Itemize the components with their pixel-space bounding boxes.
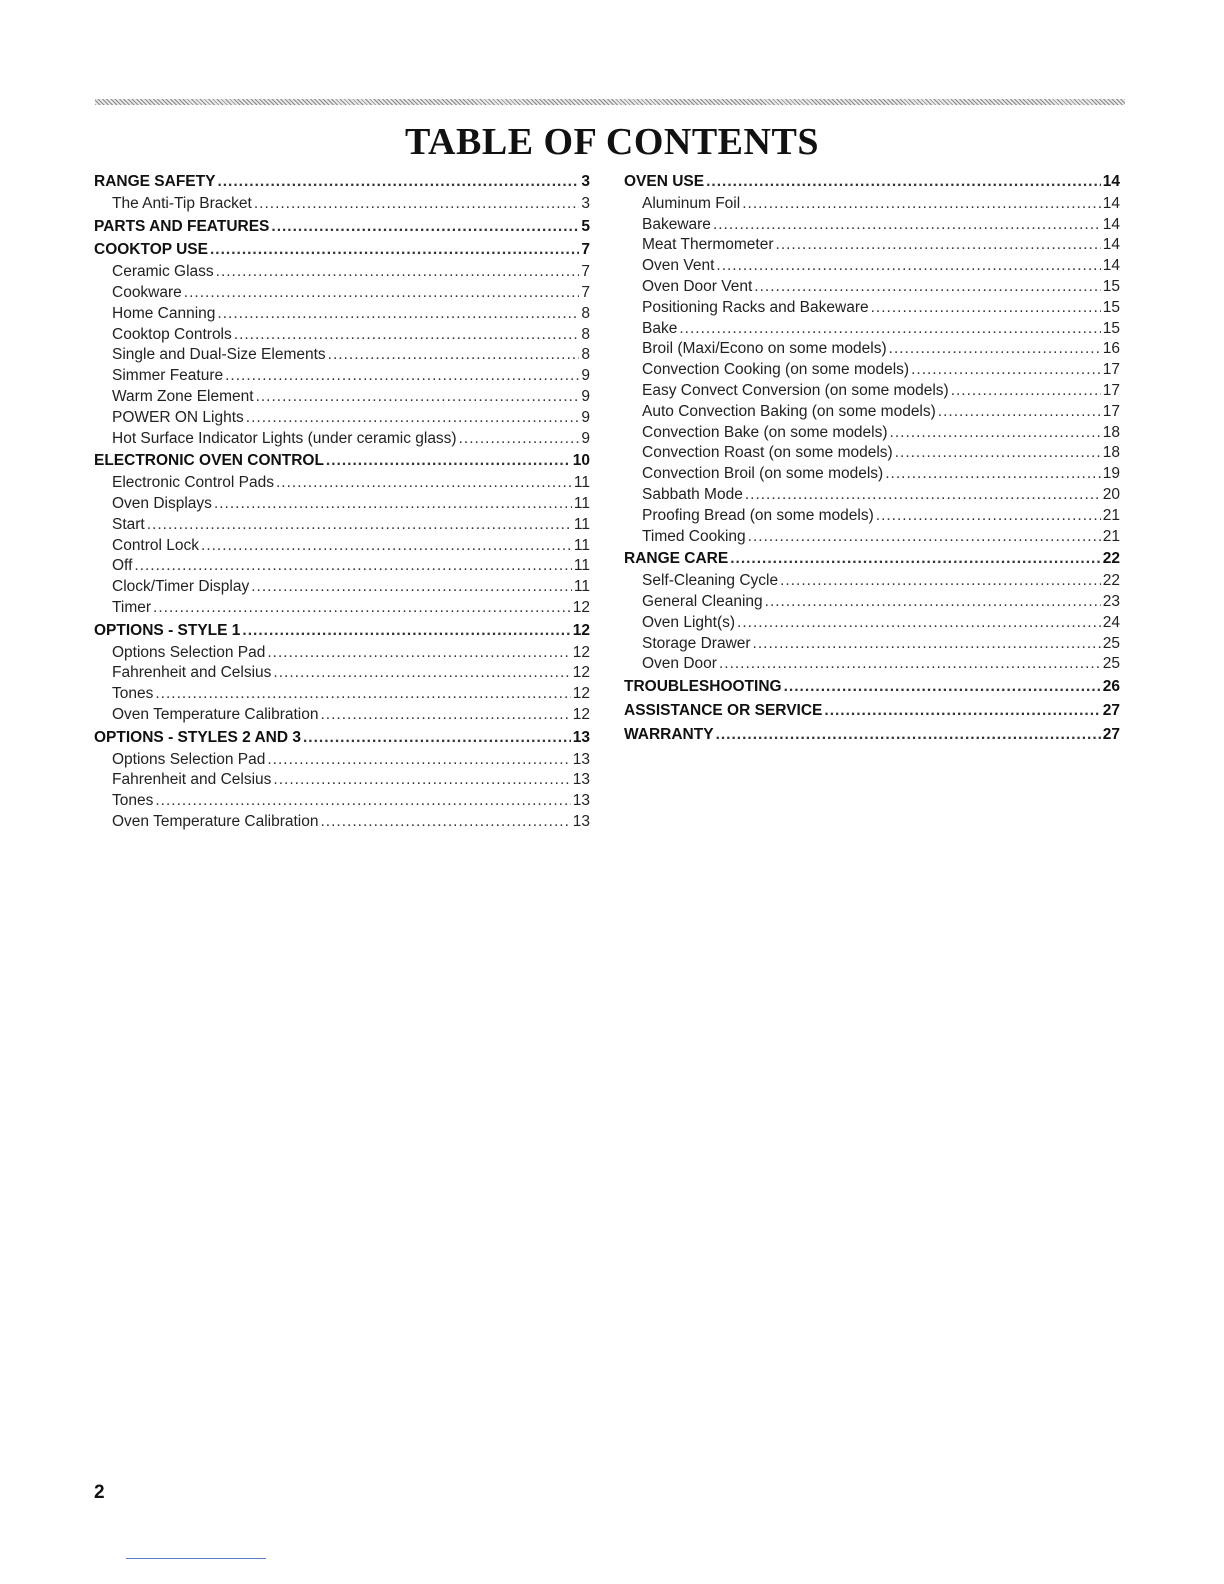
toc-entry-page: 20 — [1102, 485, 1120, 503]
toc-entry-label: Simmer Feature — [112, 367, 224, 385]
toc-entry-page: 17 — [1102, 361, 1120, 379]
toc-subsection-entry[interactable] — [94, 705, 590, 726]
dot-leader — [256, 387, 580, 408]
toc-entry-label: Options Selection Pad — [112, 750, 266, 768]
toc-entry-label: POWER ON Lights — [112, 408, 244, 426]
toc-entry-label: Cookware — [112, 283, 182, 301]
dot-leader — [885, 464, 1101, 485]
decorative-header-rule — [95, 99, 1125, 105]
toc-entry-label: Timed Cooking — [642, 527, 746, 545]
toc-entry-label: TROUBLESHOOTING — [624, 678, 782, 696]
dot-leader — [765, 592, 1101, 613]
dot-leader — [706, 170, 1101, 194]
footer-link-underline — [126, 1558, 266, 1559]
dot-leader — [776, 235, 1101, 256]
toc-entry-label: OPTIONS - STYLES 2 AND 3 — [94, 728, 301, 746]
toc-subsection-entry[interactable] — [624, 402, 1120, 423]
toc-section-entry[interactable] — [624, 699, 1120, 723]
toc-entry-label: WARRANTY — [624, 725, 714, 743]
dot-leader — [216, 262, 580, 283]
dot-leader — [719, 654, 1101, 675]
dot-leader — [273, 770, 570, 791]
dot-leader — [217, 304, 579, 325]
dot-leader — [251, 577, 572, 598]
toc-entry-page: 13 — [572, 812, 590, 830]
toc-subsection-entry[interactable] — [624, 256, 1120, 277]
toc-subsection-entry[interactable] — [94, 473, 590, 494]
toc-entry-label: ELECTRONIC OVEN CONTROL — [94, 452, 324, 470]
dot-leader — [303, 726, 571, 750]
toc-entry-label: Positioning Racks and Bakeware — [642, 298, 869, 316]
toc-subsection-entry[interactable] — [94, 304, 590, 325]
dot-leader — [911, 360, 1101, 381]
toc-entry-page: 23 — [1102, 592, 1120, 610]
toc-entry-page: 18 — [1102, 444, 1120, 462]
toc-subsection-entry[interactable] — [624, 634, 1120, 655]
toc-entry-page: 12 — [572, 705, 590, 723]
toc-entry-page: 27 — [1102, 701, 1120, 719]
toc-entry-page: 8 — [581, 346, 590, 364]
dot-leader — [713, 215, 1101, 236]
toc-subsection-entry[interactable] — [94, 515, 590, 536]
toc-subsection-entry[interactable] — [624, 506, 1120, 527]
toc-entry-page: 22 — [1102, 550, 1120, 568]
toc-entry-page: 13 — [572, 728, 590, 746]
toc-entry-label: The Anti-Tip Bracket — [112, 194, 252, 212]
toc-subsection-entry[interactable] — [94, 750, 590, 771]
toc-subsection-entry[interactable] — [624, 215, 1120, 236]
toc-entry-page: 7 — [581, 283, 590, 301]
dot-leader — [742, 194, 1101, 215]
toc-left-column — [94, 170, 590, 833]
toc-entry-label: RANGE SAFETY — [94, 173, 216, 190]
toc-entry-page: 11 — [573, 557, 590, 575]
toc-entry-label: Aluminum Foil — [642, 194, 741, 212]
toc-entry-label: Oven Temperature Calibration — [112, 812, 319, 830]
dot-leader — [871, 298, 1101, 319]
toc-entry-label: ASSISTANCE OR SERVICE — [624, 701, 823, 719]
toc-entry-page: 21 — [1102, 506, 1120, 524]
toc-entry-label: Off — [112, 557, 133, 575]
toc-subsection-entry[interactable] — [624, 194, 1120, 215]
dot-leader — [328, 345, 580, 366]
toc-entry-label: General Cleaning — [642, 592, 763, 610]
toc-entry-label: Broil (Maxi/Econo on some models) — [642, 340, 887, 358]
toc-entry-label: Home Canning — [112, 304, 216, 322]
toc-entry-page: 12 — [572, 598, 590, 616]
toc-subsection-entry[interactable] — [94, 345, 590, 366]
toc-entry-label: PARTS AND FEATURES — [94, 217, 270, 235]
toc-entry-label: Clock/Timer Display — [112, 578, 250, 596]
dot-leader — [748, 527, 1101, 548]
toc-subsection-entry[interactable] — [94, 577, 590, 598]
toc-subsection-entry[interactable] — [94, 387, 590, 408]
toc-entry-page: 14 — [1102, 257, 1120, 275]
dot-leader — [679, 319, 1100, 340]
toc-subsection-entry[interactable] — [94, 663, 590, 684]
toc-entry-page: 11 — [573, 494, 590, 512]
toc-subsection-entry[interactable] — [94, 429, 590, 450]
toc-subsection-entry[interactable] — [94, 791, 590, 812]
toc-entry-page: 11 — [573, 536, 590, 554]
toc-section-entry[interactable] — [94, 215, 590, 239]
toc-subsection-entry[interactable] — [94, 283, 590, 304]
dot-leader — [271, 215, 579, 239]
toc-entry-label: Self-Cleaning Cycle — [642, 572, 779, 590]
toc-entry-label: COOKTOP USE — [94, 241, 208, 259]
dot-leader — [890, 423, 1101, 444]
toc-entry-label: Easy Convect Conversion (on some models) — [642, 381, 949, 399]
dot-leader — [730, 547, 1101, 571]
toc-entry-label: Electronic Control Pads — [112, 474, 274, 492]
toc-entry-label: Oven Vent — [642, 257, 715, 275]
toc-entry-label: Options Selection Pad — [112, 643, 266, 661]
toc-subsection-entry[interactable] — [94, 556, 590, 577]
toc-subsection-entry[interactable] — [624, 464, 1120, 485]
toc-entry-page: 14 — [1102, 236, 1120, 254]
dot-leader — [876, 506, 1101, 527]
toc-entry-page: 13 — [572, 750, 590, 768]
toc-entry-label: Meat Thermometer — [642, 236, 774, 254]
toc-section-entry[interactable] — [624, 675, 1120, 699]
dot-leader — [267, 643, 570, 664]
dot-leader — [938, 402, 1101, 423]
dot-leader — [155, 684, 570, 705]
toc-subsection-entry[interactable] — [624, 613, 1120, 634]
toc-entry-label: Hot Surface Indicator Lights (under ceramic glass) — [112, 429, 457, 447]
dot-leader — [267, 750, 570, 771]
toc-subsection-entry[interactable] — [94, 684, 590, 705]
toc-entry-page: 8 — [581, 304, 590, 322]
toc-entry-page: 17 — [1102, 402, 1120, 420]
toc-entry-label: RANGE CARE — [624, 550, 729, 568]
toc-entry-label: Auto Convection Baking (on some models) — [642, 402, 936, 420]
dot-leader — [155, 791, 570, 812]
dot-leader — [737, 613, 1101, 634]
toc-subsection-entry[interactable] — [624, 277, 1120, 298]
toc-entry-label: Bake — [642, 319, 678, 337]
toc-entry-label: Fahrenheit and Celsius — [112, 771, 272, 789]
toc-entry-label: Fahrenheit and Celsius — [112, 664, 272, 682]
toc-entry-label: Ceramic Glass — [112, 263, 214, 281]
page-title: TABLE OF CONTENTS — [405, 121, 819, 163]
toc-entry-label: Warm Zone Element — [112, 387, 254, 405]
toc-entry-label: Convection Roast (on some models) — [642, 444, 893, 462]
toc-subsection-entry[interactable] — [94, 494, 590, 515]
dot-leader — [321, 812, 571, 833]
toc-subsection-entry[interactable] — [94, 536, 590, 557]
dot-leader — [242, 619, 570, 643]
dot-leader — [225, 366, 579, 387]
dot-leader — [201, 536, 572, 557]
toc-entry-page: 11 — [573, 578, 590, 596]
toc-subsection-entry[interactable] — [624, 319, 1120, 340]
dot-leader — [716, 256, 1100, 277]
toc-subsection-entry[interactable] — [624, 571, 1120, 592]
dot-leader — [134, 556, 572, 577]
dot-leader — [321, 705, 571, 726]
toc-subsection-entry[interactable] — [624, 381, 1120, 402]
toc-entry-page: 17 — [1102, 381, 1120, 399]
dot-leader — [753, 634, 1101, 655]
toc-entry-page: 12 — [572, 643, 590, 661]
toc-subsection-entry[interactable] — [94, 643, 590, 664]
toc-entry-label: Cooktop Controls — [112, 325, 232, 343]
toc-subsection-entry[interactable] — [624, 485, 1120, 506]
toc-entry-page: 15 — [1102, 319, 1120, 337]
toc-entry-page: 9 — [581, 429, 590, 447]
dot-leader — [459, 429, 580, 450]
dot-leader — [246, 408, 580, 429]
toc-entry-page: 3 — [581, 173, 590, 190]
toc-entry-label: Convection Broil (on some models) — [642, 465, 884, 483]
toc-entry-label: Start — [112, 515, 145, 533]
toc-entry-page: 9 — [581, 387, 590, 405]
dot-leader — [745, 485, 1101, 506]
toc-subsection-entry[interactable] — [94, 598, 590, 619]
toc-section-entry[interactable] — [94, 170, 590, 194]
toc-section-entry[interactable] — [94, 726, 590, 750]
toc-subsection-entry[interactable] — [94, 194, 590, 215]
toc-section-entry[interactable] — [624, 547, 1120, 571]
toc-entry-page: 25 — [1102, 634, 1120, 652]
toc-entry-label: Storage Drawer — [642, 634, 751, 652]
toc-entry-page: 10 — [572, 452, 590, 470]
toc-entry-label: Timer — [112, 598, 152, 616]
toc-subsection-entry[interactable] — [94, 366, 590, 387]
dot-leader — [824, 699, 1100, 723]
toc-entry-page: 11 — [573, 515, 590, 533]
toc-entry-label: Tones — [112, 792, 154, 810]
toc-entry-label: OVEN USE — [624, 173, 705, 190]
toc-subsection-entry[interactable] — [94, 812, 590, 833]
toc-entry-page: 9 — [581, 408, 590, 426]
toc-entry-page: 14 — [1102, 173, 1120, 190]
dot-leader — [217, 170, 579, 194]
dot-leader — [784, 675, 1101, 699]
dot-leader — [889, 339, 1101, 360]
dot-leader — [254, 194, 580, 215]
dot-leader — [716, 723, 1101, 747]
toc-subsection-entry[interactable] — [624, 339, 1120, 360]
toc-entry-page: 7 — [581, 241, 590, 259]
dot-leader — [153, 598, 571, 619]
toc-entry-label: OPTIONS - STYLE 1 — [94, 621, 241, 639]
toc-subsection-entry[interactable] — [624, 360, 1120, 381]
toc-entry-page: 7 — [581, 263, 590, 281]
toc-subsection-entry[interactable] — [94, 770, 590, 791]
toc-section-entry[interactable] — [624, 723, 1120, 747]
toc-subsection-entry[interactable] — [624, 592, 1120, 613]
toc-subsection-entry[interactable] — [624, 654, 1120, 675]
toc-entry-page: 21 — [1102, 527, 1120, 545]
toc-entry-label: Single and Dual-Size Elements — [112, 346, 326, 364]
toc-subsection-entry[interactable] — [624, 298, 1120, 319]
toc-entry-label: Proofing Bread (on some models) — [642, 506, 874, 524]
toc-entry-label: Convection Cooking (on some models) — [642, 361, 910, 379]
toc-entry-page: 18 — [1102, 423, 1120, 441]
toc-entry-page: 22 — [1102, 572, 1120, 590]
toc-entry-page: 14 — [1102, 215, 1120, 233]
page-number: 2 — [94, 1482, 105, 1503]
dot-leader — [895, 443, 1101, 464]
toc-section-entry[interactable] — [624, 170, 1120, 194]
toc-subsection-entry[interactable] — [94, 262, 590, 283]
toc-entry-page: 8 — [581, 325, 590, 343]
toc-entry-page: 16 — [1102, 340, 1120, 358]
dot-leader — [780, 571, 1101, 592]
toc-entry-page: 13 — [572, 771, 590, 789]
toc-entry-label: Oven Light(s) — [642, 613, 736, 631]
toc-entry-page: 13 — [572, 792, 590, 810]
toc-entry-page: 12 — [572, 621, 590, 639]
dot-leader — [214, 494, 572, 515]
toc-subsection-entry[interactable] — [624, 443, 1120, 464]
toc-right-column — [624, 170, 1120, 747]
dot-leader — [147, 515, 572, 536]
toc-entry-page: 15 — [1102, 298, 1120, 316]
toc-section-entry[interactable] — [94, 449, 590, 473]
toc-entry-label: Convection Bake (on some models) — [642, 423, 888, 441]
toc-entry-page: 12 — [572, 685, 590, 703]
dot-leader — [326, 449, 571, 473]
dot-leader — [273, 663, 570, 684]
toc-entry-page: 9 — [581, 367, 590, 385]
toc-entry-label: Oven Door — [642, 655, 717, 673]
toc-subsection-entry[interactable] — [94, 325, 590, 346]
toc-entry-label: Control Lock — [112, 536, 200, 554]
toc-entry-label: Oven Displays — [112, 494, 212, 512]
toc-entry-label: Oven Temperature Calibration — [112, 705, 319, 723]
toc-entry-label: Tones — [112, 685, 154, 703]
toc-entry-label: Bakeware — [642, 215, 711, 233]
toc-entry-page: 11 — [573, 474, 590, 492]
toc-entry-page: 27 — [1102, 725, 1120, 743]
toc-subsection-entry[interactable] — [624, 527, 1120, 548]
dot-leader — [276, 473, 572, 494]
toc-entry-page: 26 — [1102, 678, 1120, 696]
toc-subsection-entry[interactable] — [94, 408, 590, 429]
toc-entry-page: 25 — [1102, 655, 1120, 673]
dot-leader — [210, 238, 579, 262]
dot-leader — [184, 283, 580, 304]
toc-entry-page: 5 — [581, 217, 590, 235]
toc-entry-page: 12 — [572, 664, 590, 682]
toc-subsection-entry[interactable] — [624, 423, 1120, 444]
toc-entry-page: 3 — [581, 194, 590, 212]
toc-entry-page: 19 — [1102, 465, 1120, 483]
toc-entry-page: 15 — [1102, 277, 1120, 295]
toc-entry-page: 24 — [1102, 613, 1120, 631]
dot-leader — [234, 325, 580, 346]
toc-entry-label: Sabbath Mode — [642, 485, 743, 503]
toc-entry-label: Oven Door Vent — [642, 277, 753, 295]
toc-section-entry[interactable] — [94, 238, 590, 262]
dot-leader — [754, 277, 1100, 298]
dot-leader — [951, 381, 1101, 402]
toc-entry-page: 14 — [1102, 194, 1120, 212]
toc-section-entry[interactable] — [94, 619, 590, 643]
toc-subsection-entry[interactable] — [624, 235, 1120, 256]
